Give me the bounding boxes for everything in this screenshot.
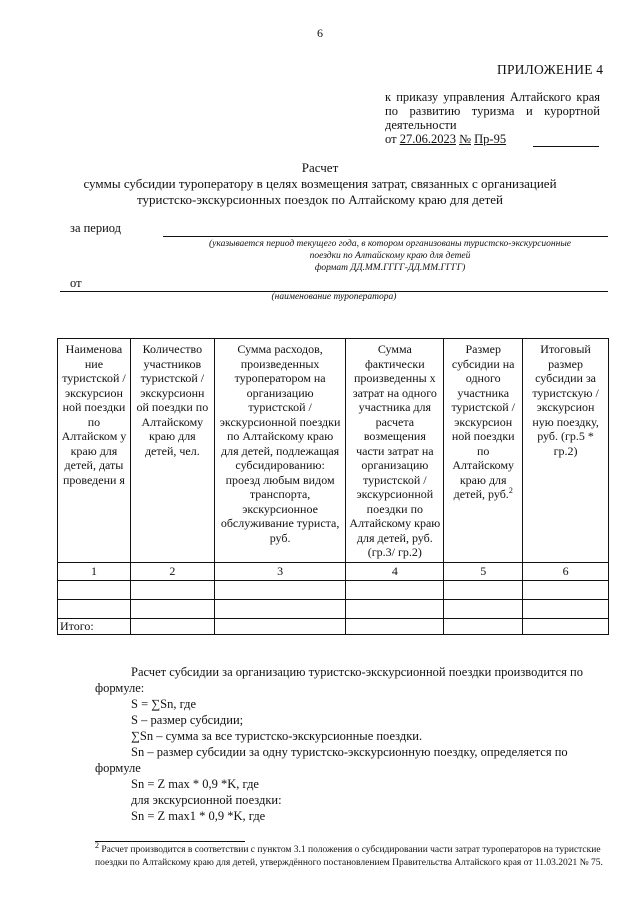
table-cell[interactable] (214, 618, 346, 634)
order-date-line (385, 132, 506, 147)
header-trip-name: Наименова ние туристской / экскурсион ной поездки по Алтайском у краю для детей, даты проведени я (58, 339, 131, 563)
table-cell[interactable] (214, 580, 346, 599)
formula-section (95, 664, 607, 824)
title-line-1: Расчет (301, 160, 339, 175)
header-subsidy-text: Размер субсидии на одного участника туристской / экскурсион ной поездки по Алтайскому краю для детей, руб. (451, 342, 515, 501)
header-actual-cost: Сумма фактически произведенны х затрат на одного участника для расчета возмещения части затрат на организацию туристской / экскурсионной поездки по Алтайскому краю для детей, руб. (гр.3/ гр.2) (346, 339, 444, 563)
table-cell[interactable] (523, 599, 609, 618)
formula-def-sum: ∑Sn – сумма за все туристско-экскурсионные поездки. (131, 729, 423, 743)
document-title (0, 160, 640, 208)
operator-label: от (70, 276, 82, 290)
header-total-subsidy: Итоговый размер субсидии за туристскую / экскурсион ную поездку, руб. (гр.5 * гр.2) (523, 339, 609, 563)
table-cell[interactable] (523, 580, 609, 599)
order-number-label: № (459, 132, 471, 146)
table-cell[interactable] (130, 618, 214, 634)
formula-intro: Расчет субсидии за организацию туристско-экскурсионной поездки производится по формуле: (95, 665, 583, 695)
total-row (58, 618, 609, 634)
table-cell[interactable] (523, 618, 609, 634)
formula-def-sn: Sn – размер субсидии за одну туристско-экскурсионную поездку, определяется по формуле (95, 745, 568, 775)
title-line-2: суммы субсидии туроператору в целях возмещения затрат, связанных с организацией (83, 176, 557, 191)
period-hint-line-1: (указывается период текущего года, в котором организованы туристско-экскурсионные (208, 239, 572, 249)
period-hint-line-2: поездки по Алтайскому краю для детей (309, 251, 471, 261)
table-cell[interactable] (130, 599, 214, 618)
table-cell[interactable] (214, 599, 346, 618)
order-date: 27.06.2023 (399, 132, 456, 146)
footnote-text: Расчет производится в соответствии с пунктом 3.1 положения о субсидировании части затрат туроператоров на туристские поездки по Алтайскому краю для детей, утверждённого постановлением Правительства Алтайского края от 11.03.2021 № 75. (95, 845, 603, 868)
table-cell[interactable] (346, 618, 444, 634)
appendix-title: ПРИЛОЖЕНИЕ 4 (497, 62, 604, 77)
period-hint (170, 238, 610, 274)
table-cell[interactable] (444, 618, 523, 634)
page-number: 6 (317, 26, 323, 40)
table-cell[interactable] (346, 599, 444, 618)
column-number: 6 (523, 562, 609, 580)
column-number: 1 (58, 562, 131, 580)
order-underline (533, 146, 599, 147)
table-cell[interactable] (58, 580, 131, 599)
column-number: 4 (346, 562, 444, 580)
operator-hint: (наименование туроператора) (271, 292, 397, 302)
header-subsidy-per-participant (444, 339, 523, 563)
column-number-row (58, 562, 609, 580)
order-number: Пр-95 (474, 132, 507, 146)
table-row (58, 599, 609, 618)
formula-eq2: Sn = Z max * 0,9 *K, где (131, 777, 259, 791)
footnote-number: 2 (95, 840, 99, 850)
order-reference: к приказу управления Алтайского края по развитию туризма и курортной деятельности (385, 90, 600, 132)
formula-eq1: S = ∑Sn, где (131, 697, 197, 711)
column-number: 2 (130, 562, 214, 580)
footnote (95, 840, 605, 870)
title-line-3: туристско-экскурсионных поездок по Алтайскому краю для детей (136, 192, 504, 207)
formula-excursion-label: для экскурсионной поездки: (131, 793, 282, 807)
table-header-row (58, 339, 609, 563)
total-label: Итого: (58, 618, 131, 634)
period-input-line[interactable] (163, 236, 608, 237)
table-cell[interactable] (130, 580, 214, 599)
footnote-ref: 2 (508, 486, 513, 495)
table-row (58, 580, 609, 599)
table-cell[interactable] (444, 599, 523, 618)
table-cell[interactable] (346, 580, 444, 599)
period-hint-line-3: формат ДД.ММ.ГГГГ-ДД.ММ.ГГГГ) (314, 263, 466, 273)
table-cell[interactable] (444, 580, 523, 599)
formula-eq3: Sn = Z max1 * 0,9 *K, где (131, 809, 266, 823)
footnote-separator (95, 841, 245, 842)
column-number: 5 (444, 562, 523, 580)
header-expenses: Сумма расходов, произведенных туроператором на организацию туристской / экскурсионной поездки по Алтайскому краю для детей, подлежащая субсидированию: проезд любым видом транспорта, экскурсионное обслуживание туриста, руб. (214, 339, 346, 563)
period-label: за период (70, 221, 122, 235)
table-cell[interactable] (58, 599, 131, 618)
order-date-prefix: от (385, 132, 397, 146)
subsidy-table (57, 338, 609, 635)
header-participants: Количество участников туристской / экскурсионн ой поездки по Алтайскому краю для детей, чел. (130, 339, 214, 563)
column-number: 3 (214, 562, 346, 580)
formula-def-s: S – размер субсидии; (131, 713, 244, 727)
